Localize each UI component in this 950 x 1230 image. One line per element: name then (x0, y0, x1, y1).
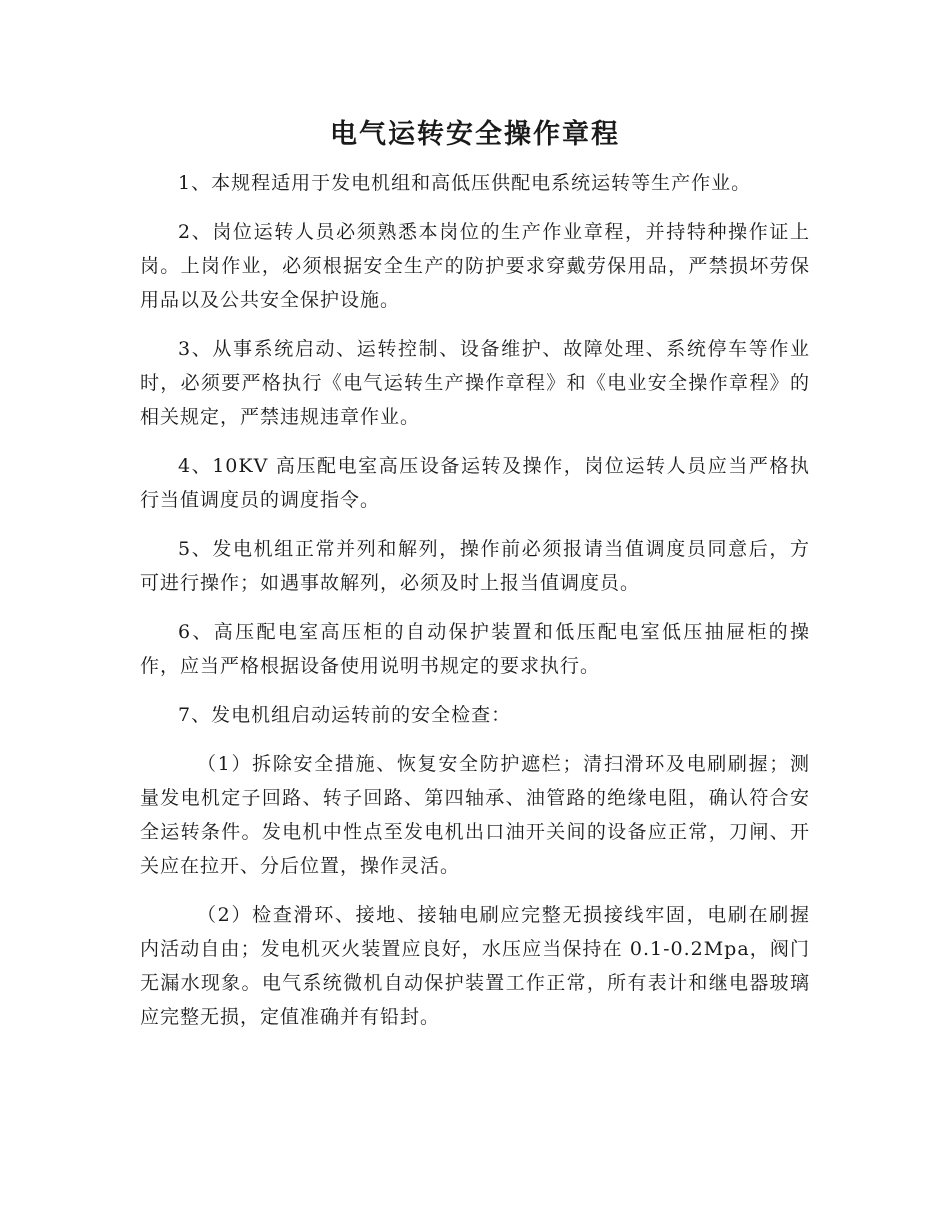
paragraph-7-item-1: （1）拆除安全措施、恢复安全防护遮栏；清扫滑环及电刷刷握；测量发电机定子回路、转子回路、第四轴承、油管路的绝缘电阻，确认符合安全运转条件。发电机中性点至发电机出口油开关间的设备应正常，刀闸、开关应在拉开、分后位置，操作灵活。 (140, 753, 810, 877)
paragraph-3: 3、从事系统启动、运转控制、设备维护、故障处理、系统停车等作业时，必须要严格执行《电气运转生产操作章程》和《电业安全操作章程》的相关规定，严禁违规违章作业。 (140, 338, 810, 428)
paragraph-5: 5、发电机组正常并列和解列，操作前必须报请当值调度员同意后，方可进行操作；如遇事故解列，必须及时上报当值调度员。 (140, 538, 810, 594)
document-title: 电气运转安全操作章程 (330, 119, 620, 150)
paragraph-4: 4、10KV 高压配电室高压设备运转及操作，岗位运转人员应当严格执行当值调度员的调度指令。 (140, 455, 810, 511)
paragraph-6: 6、高压配电室高压柜的自动保护装置和低压配电室低压抽屉柜的操作，应当严格根据设备使用说明书规定的要求执行。 (140, 621, 810, 677)
paragraph-2: 2、岗位运转人员必须熟悉本岗位的生产作业章程，并持特种操作证上岗。上岗作业，必须根据安全生产的防护要求穿戴劳保用品，严禁损坏劳保用品以及公共安全保护设施。 (140, 221, 810, 311)
paragraph-7-item-2: （2）检查滑环、接地、接轴电刷应完整无损接线牢固，电刷在刷握内活动自由；发电机灭火装置应良好，水压应当保持在 0.1-0.2Mpa，阀门无漏水现象。电气系统微机自动保护装置工作正常，所有表计和继电器玻璃应完整无损，定值准确并有铅封。 (140, 904, 810, 1028)
paragraph-1: 1、本规程适用于发电机组和高低压供配电系统运转等生产作业。 (178, 172, 752, 194)
document-body (140, 166, 810, 1049)
paragraph-7: 7、发电机组启动运转前的安全检查： (178, 704, 512, 726)
